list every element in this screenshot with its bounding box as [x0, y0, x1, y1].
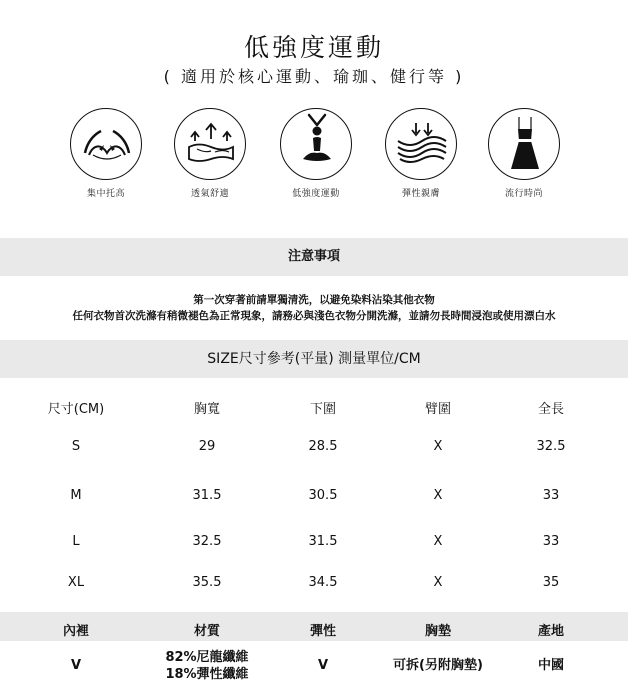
table-cell: 35.5 — [192, 575, 222, 590]
pad-value: 可拆(另附胸墊) — [393, 658, 483, 673]
material-value-line1: 82%尼龍纖維 — [165, 650, 249, 665]
table-cell: 34.5 — [308, 575, 338, 590]
page-title: 低強度運動 — [243, 33, 384, 62]
origin-value: 中國 — [537, 658, 564, 673]
size-col-header: 胸寬 — [193, 402, 220, 417]
feature-label: 集中托高 — [86, 189, 125, 199]
table-cell: X — [433, 488, 443, 503]
table-cell: 32.5 — [192, 534, 222, 549]
table-cell: S — [71, 439, 81, 454]
table-cell: X — [433, 439, 443, 454]
dress-icon — [489, 109, 561, 181]
table-cell: 29 — [198, 439, 216, 454]
breathable-fabric-icon — [175, 109, 247, 181]
notice-heading: 注意事項 — [0, 238, 628, 276]
notice-line-2: 任何衣物首次洗滌有稍微褪色為正常現象，請務必與淺色衣物分開洗滌，並請勿長時間浸泡或使用漂白水 — [72, 310, 556, 322]
table-cell: 32.5 — [536, 439, 566, 454]
size-col-header: 臂圍 — [424, 402, 451, 417]
feature-label: 彈性親膚 — [401, 189, 440, 199]
size-table-heading: SIZE尺寸參考(平量) 測量單位/CM — [0, 340, 628, 378]
table-cell: L — [72, 534, 80, 549]
table-cell: 33 — [542, 488, 560, 503]
notice-line-1: 第一次穿著前請單獨清洗，以避免染料沾染其他衣物 — [193, 294, 435, 306]
size-col-header: 尺寸(CM) — [47, 402, 105, 417]
table-cell: 31.5 — [192, 488, 222, 503]
size-col-header: 下圍 — [309, 402, 336, 417]
feature-label: 低強度運動 — [292, 189, 340, 199]
table-cell: 33 — [542, 534, 560, 549]
elasticity-value: V — [317, 658, 329, 673]
feature-low-intensity — [261, 108, 371, 199]
feature-elastic — [366, 108, 476, 199]
table-cell: XL — [67, 575, 85, 590]
yoga-pose-icon — [281, 109, 353, 181]
page-subtitle: ( 適用於核心運動、瑜珈、健行等 ) — [163, 67, 465, 86]
material-col-header: 內裡 — [62, 624, 89, 639]
material-col-header: 彈性 — [309, 624, 336, 639]
table-cell: 35 — [542, 575, 560, 590]
bra-support-icon — [71, 109, 143, 181]
material-col-header: 材質 — [193, 624, 220, 639]
feature-fashion — [469, 108, 579, 199]
table-cell: 30.5 — [308, 488, 338, 503]
table-cell: M — [70, 488, 82, 503]
table-cell: X — [433, 575, 443, 590]
table-cell: 31.5 — [308, 534, 338, 549]
feature-label: 透氣舒適 — [190, 189, 229, 199]
table-cell: 28.5 — [308, 439, 338, 454]
feature-label: 流行時尚 — [504, 189, 543, 199]
material-col-header: 胸墊 — [424, 624, 451, 639]
elastic-fabric-icon — [386, 109, 458, 181]
feature-breathable — [155, 108, 265, 199]
material-value-line2: 18%彈性纖維 — [165, 667, 249, 682]
feature-support — [51, 108, 161, 199]
size-col-header: 全長 — [537, 402, 564, 417]
lining-value: V — [70, 658, 82, 673]
material-col-header: 產地 — [537, 624, 564, 639]
table-cell: X — [433, 534, 443, 549]
